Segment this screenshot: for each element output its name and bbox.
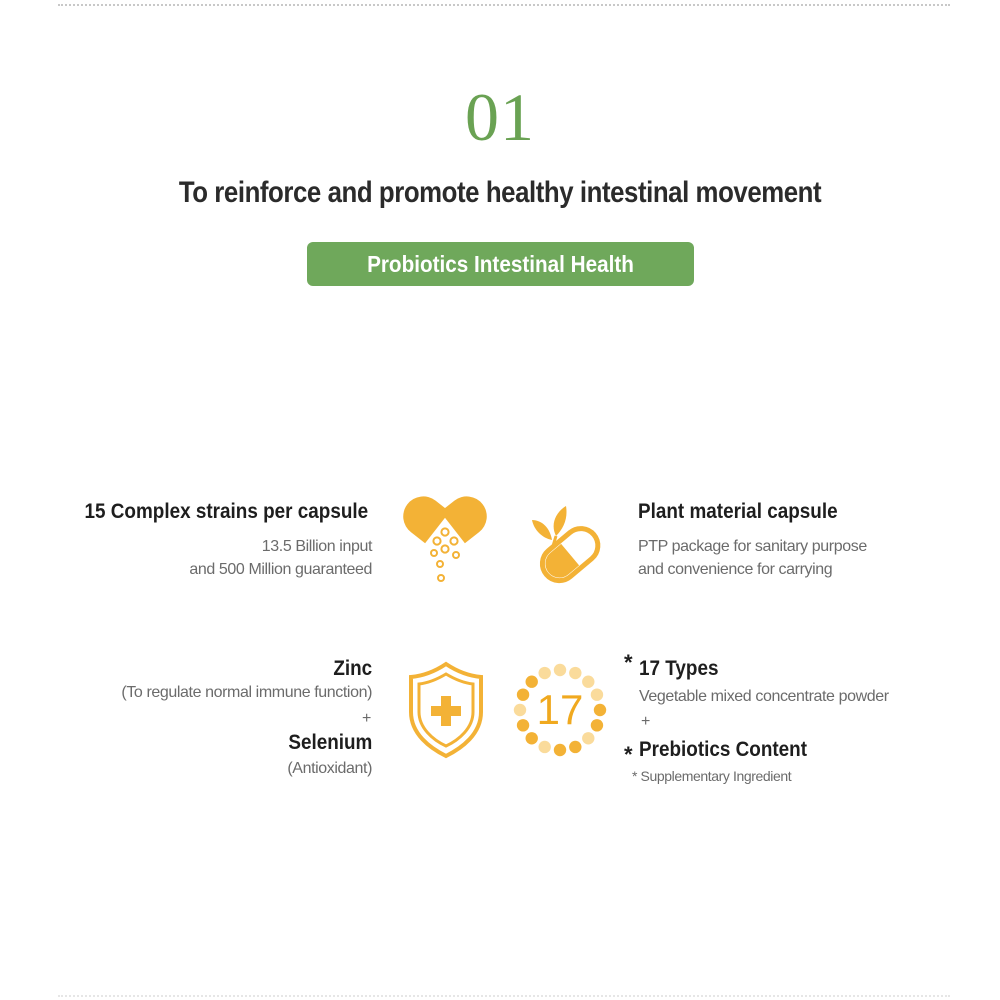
- ring-dot: [517, 688, 529, 700]
- ring-dot: [591, 719, 603, 731]
- ring-dot: [538, 667, 550, 679]
- ring-dot: [582, 676, 594, 688]
- ring-dot: [517, 719, 529, 731]
- prebiotics-asterisk: *: [624, 742, 633, 767]
- top-divider: [58, 4, 950, 6]
- plant-title: Plant material capsule: [638, 500, 838, 523]
- plant-line1: PTP package for sanitary purpose: [638, 538, 867, 555]
- ring-dot: [591, 688, 603, 700]
- types-description: Vegetable mixed concentrate powder: [639, 688, 889, 705]
- ring-dot: [569, 667, 581, 679]
- dotted-ring-17-icon: [512, 662, 608, 758]
- solution-badge-label: Probiotics Intestinal Health Solution: [367, 251, 634, 321]
- ring-dot: [582, 732, 594, 744]
- ring-dot: [594, 704, 606, 716]
- shield-plus-icon: [406, 660, 486, 760]
- bottom-divider: [58, 995, 950, 997]
- ring-dot: [569, 741, 581, 753]
- minerals-plus: +: [362, 710, 371, 727]
- ring-dot: [526, 732, 538, 744]
- selenium-description: (Antioxidant): [287, 760, 372, 777]
- supplementary-note: * Supplementary Ingredient: [632, 768, 792, 784]
- section-number: 01: [465, 79, 535, 155]
- leaf-capsule-icon: [522, 488, 612, 592]
- selenium-title: Selenium: [287, 731, 372, 754]
- strains-line2: and 500 Million guaranteed: [189, 561, 372, 578]
- strains-line1: 13.5 Billion input: [261, 538, 372, 555]
- solution-badge: [307, 242, 694, 321]
- ring-number: 17: [536, 686, 584, 733]
- zinc-title: Zinc: [333, 657, 372, 680]
- types-asterisk: *: [624, 650, 633, 675]
- ring-dot: [538, 741, 550, 753]
- zinc-description: (To regulate normal immune function): [121, 684, 372, 701]
- ring-dot: [514, 704, 526, 716]
- strains-title: 15 Complex strains per capsule: [84, 500, 368, 523]
- ring-dot: [554, 664, 566, 676]
- capsule-particles-icon: [394, 488, 496, 588]
- types-title: 17 Types: [639, 657, 719, 680]
- ring-dot: [554, 744, 566, 756]
- prebiotics-title: Prebiotics Content: [639, 738, 808, 761]
- types-plus: +: [641, 713, 650, 730]
- plant-line2: and convenience for carrying: [638, 561, 833, 578]
- page-headline: To reinforce and promote healthy intestinal movement: [178, 176, 822, 209]
